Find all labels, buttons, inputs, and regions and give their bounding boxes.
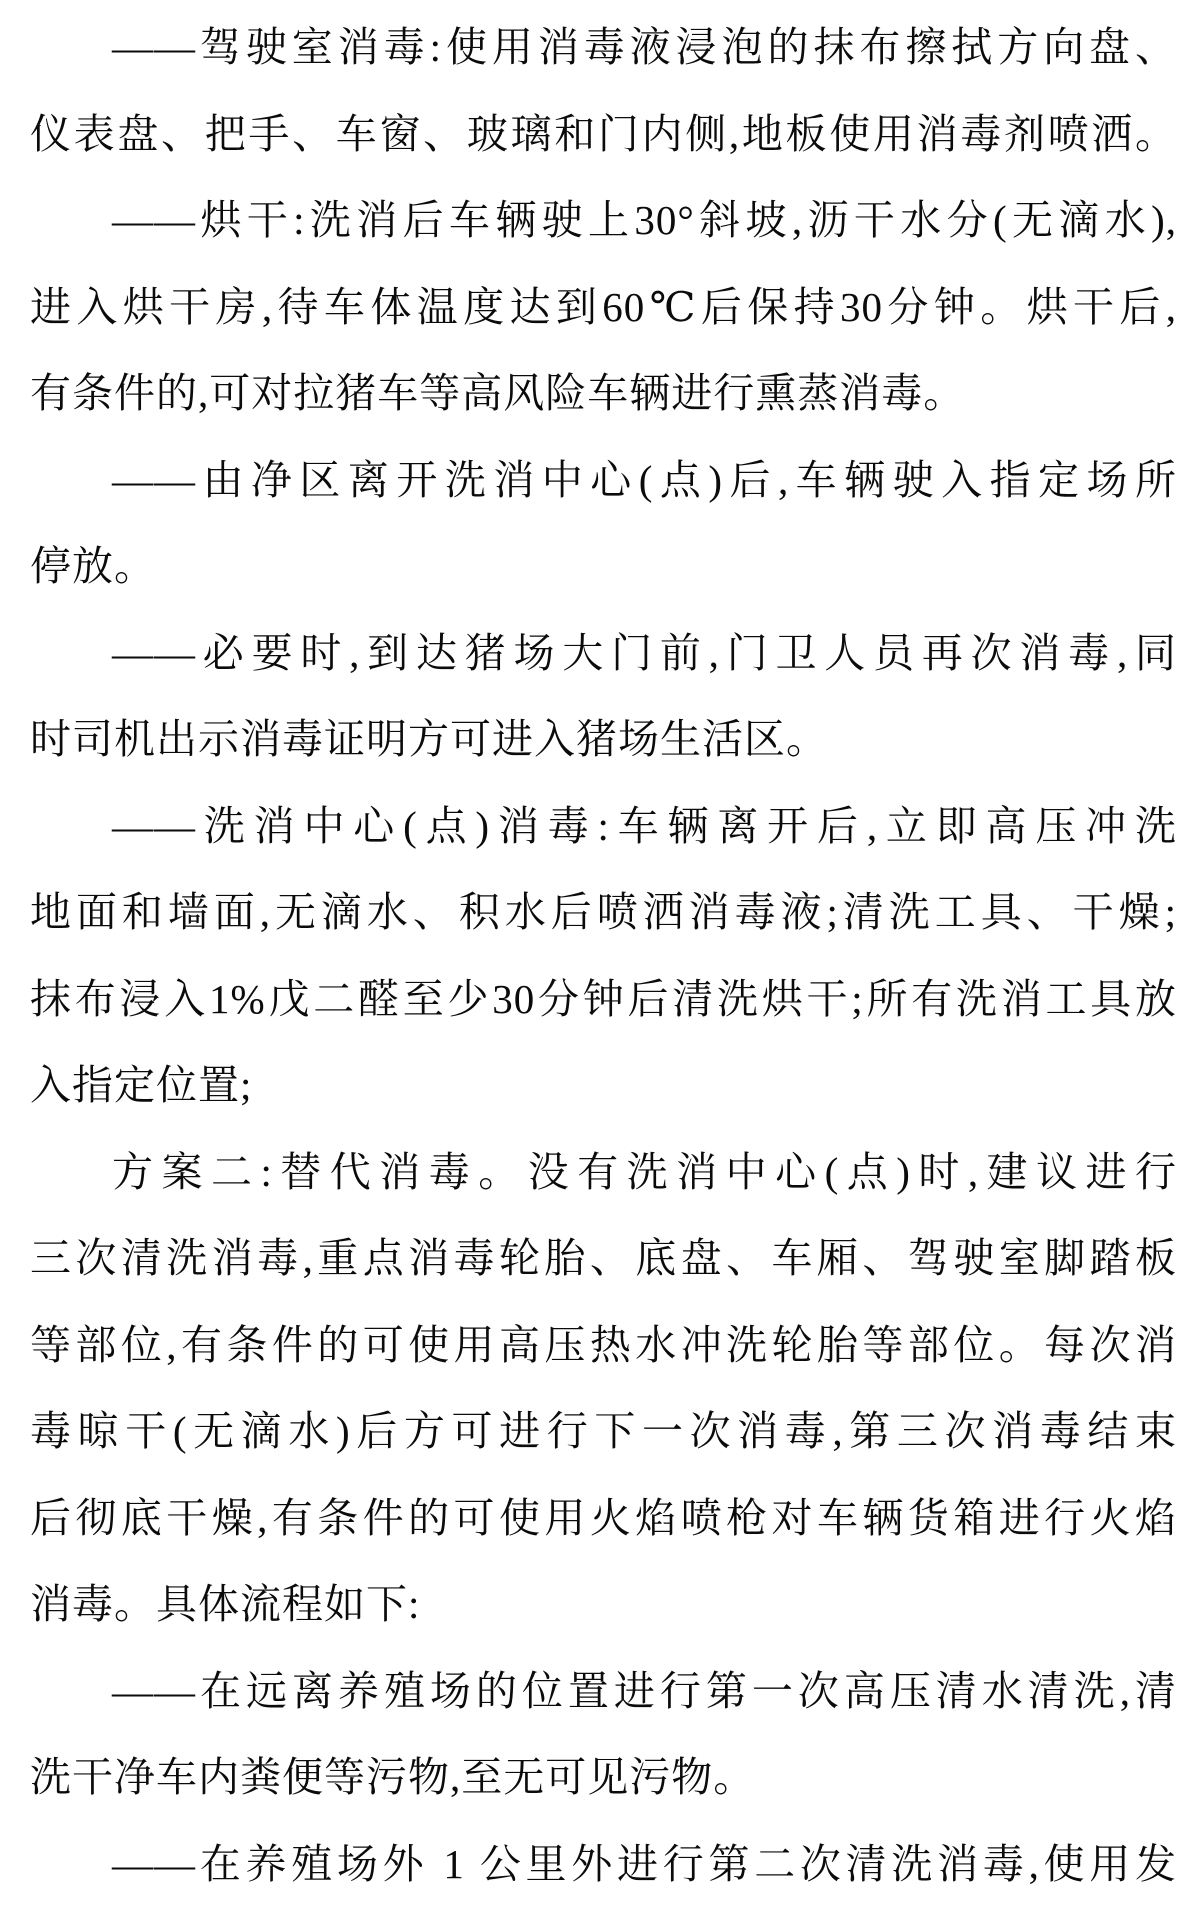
text-line: 方案二:替代消毒。没有洗消中心(点)时,建议进行 xyxy=(112,1148,1177,1195)
text-line: 等部位,有条件的可使用高压热水冲洗轮胎等部位。每次消 xyxy=(30,1321,1177,1368)
text-line: 消毒。具体流程如下: xyxy=(30,1581,421,1627)
text-line: 入指定位置; xyxy=(30,1062,253,1108)
text-line: 进入烘干房,待车体温度达到60℃后保持30分钟。烘干后, xyxy=(30,283,1177,330)
text-line: ——由净区离开洗消中心(点)后,车辆驶入指定场所 xyxy=(112,456,1177,503)
text-line: ——必要时,到达猪场大门前,门卫人员再次消毒,同 xyxy=(112,629,1177,676)
text-line: ——烘干:洗消后车辆驶上30°斜坡,沥干水分(无滴水), xyxy=(112,197,1177,243)
text-line: 后彻底干燥,有条件的可使用火焰喷枪对车辆货箱进行火焰 xyxy=(30,1494,1177,1541)
text-line: 洗干净车内粪便等污物,至无可见污物。 xyxy=(30,1754,756,1800)
text-line: 毒晾干(无滴水)后方可进行下一次消毒,第三次消毒结束 xyxy=(30,1408,1177,1454)
text-line: 地面和墙面,无滴水、积水后喷洒消毒液;清洗工具、干燥; xyxy=(30,889,1177,935)
text-line: 停放。 xyxy=(30,543,156,589)
text-line: ——洗消中心(点)消毒:车辆离开后,立即高压冲洗 xyxy=(112,802,1177,849)
text-line: 有条件的,可对拉猪车等高风险车辆进行熏蒸消毒。 xyxy=(30,370,966,416)
text-line: ——驾驶室消毒:使用消毒液浸泡的抹布擦拭方向盘、 xyxy=(112,24,1177,70)
text-line: 抹布浸入1%戊二醛至少30分钟后清洗烘干;所有洗消工具放 xyxy=(30,975,1177,1022)
text-line: 三次清洗消毒,重点消毒轮胎、底盘、车厢、驾驶室脚踏板 xyxy=(30,1235,1177,1281)
text-line: ——在养殖场外 1 公里外进行第二次清洗消毒,使用发 xyxy=(112,1840,1177,1887)
text-line: ——在远离养殖场的位置进行第一次高压清水清洗,清 xyxy=(112,1667,1177,1714)
text-line: 仪表盘、把手、车窗、玻璃和门内侧,地板使用消毒剂喷洒。 xyxy=(30,110,1177,157)
text-line: 时司机出示消毒证明方可进入猪场生活区。 xyxy=(30,716,828,762)
